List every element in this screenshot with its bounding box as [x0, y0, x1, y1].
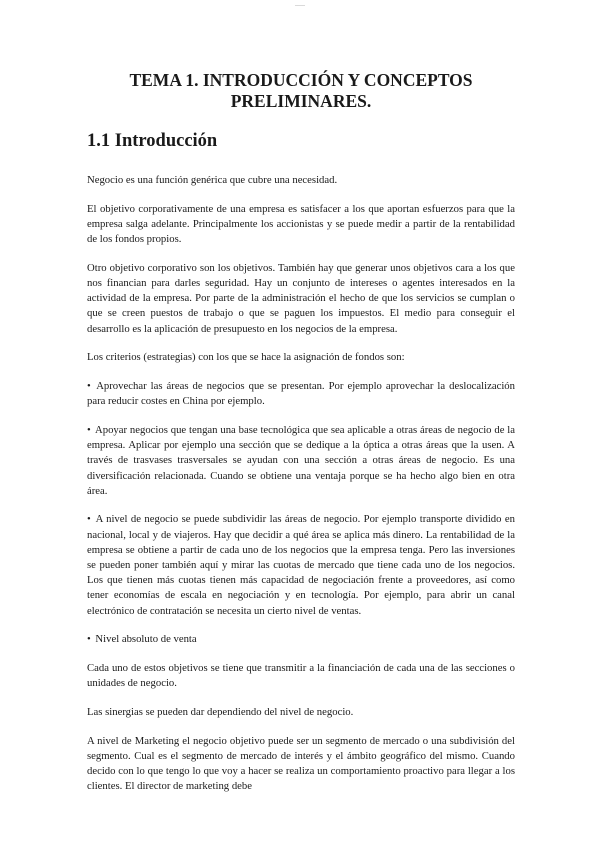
- paragraph-synergies: Las sinergias se pueden dar dependiendo del nivel de negocio.: [87, 705, 354, 718]
- paragraph-other-objective: Otro objetivo corporativo son los objetivos. También hay que generar unos objetivos cara a los que nos financian para darles seguridad. Hay un conjunto de intereses o agentes interesados en la actividad de la empresa. Por parte de la administración el hecho de que los servicios se cumplan o que se creen puestos de trabajo o que se paguen los impuestos. El medio para conseguir el desarrollo es la aplicación de presupuesto en los negocios de la empresa.: [87, 261, 515, 335]
- bullet-dot: •: [87, 380, 91, 393]
- paragraph-definition: Negocio es una función genérica que cubre una necesidad.: [87, 174, 338, 186]
- bullet-item-2: [87, 423, 515, 499]
- bullet-item-4: [87, 632, 515, 647]
- bullet-item-3: [87, 512, 515, 618]
- bullet-dot: •: [87, 633, 91, 646]
- paragraph-criteria-intro: Los criterios (estrategias) con los que se hace la asignación de fondos son:: [87, 351, 405, 364]
- paragraph-corporate-objective: El objetivo corporativamente de una empresa es satisfacer a los que aportan esfuerzos para que la empresa salga adelante. Principalmente los accionistas y se puede medir a partir de la rentabilidad de los fondos propios.: [87, 202, 515, 246]
- bullet-item-1: [87, 379, 515, 409]
- paragraph-marketing: A nivel de Marketing el negocio objetivo puede ser un segmento de mercado o una subdivisión del segmento. Cual es el segmento de mercado de interés y el ámbito geográfico del mismo. Cuando decido con lo que tengo lo que voy a hacer se realiza un comportamiento proactivo para llegar a los clientes. El director de marketing debe: [87, 734, 515, 793]
- section-heading: 1.1 Introducción: [87, 131, 218, 151]
- bullet-text: Nivel absoluto de venta: [95, 633, 197, 646]
- bullet-dot: •: [87, 513, 91, 526]
- bullet-dot: •: [87, 423, 91, 436]
- bullet-text: A nivel de negocio se puede subdividir las áreas de negocio. Por ejemplo transporte dividido en nacional, local y de viajeros. Hay que decidir a qué área se aplica más dinero. La rentabilidad de la empresa se obtiene a partir de cada uno de los negocios que la empresa tenga. Pero las inversiones se pueden poner también aquí y mirar las cuotas de mercado que tiene cada uno de los negocios. Los que tienen más cuotas tienen más capacidad de negociación frente a proveedores, así como tener economías de escala en negociación y en tecnología. Por ejemplo, para abrir un canal electrónico de contratación se necesita un cierto nivel de ventas.: [87, 513, 515, 617]
- bullet-text: Aprovechar las áreas de negocios que se presentan. Por ejemplo aprovechar la deslocalización para reducir costes en China por ejemplo.: [87, 380, 515, 408]
- title-line-1: TEMA 1. INTRODUCCIÓN Y CONCEPTOS: [129, 70, 473, 90]
- page-header-mark: ____: [295, 2, 305, 7]
- title-line-2: PRELIMINARES.: [230, 91, 372, 111]
- document-page: [87, 70, 515, 808]
- bullet-text: Apoyar negocios que tengan una base tecnológica que sea aplicable a otras áreas de negocio de la empresa. Aplicar por ejemplo una sección que se dedique a la óptica a otras áreas que la usen. A través de trasvases trasversales se ayudan con una sección a otras áreas de negocio. Es una diversificación relacionada. Cuando se obtiene una ventaja porque se ha hecho algo bien en otra área.: [87, 423, 515, 497]
- document-title: [87, 70, 515, 112]
- paragraph-financing: Cada uno de estos objetivos se tiene que transmitir a la financiación de cada una de las secciones o unidades de negocio.: [87, 662, 515, 690]
